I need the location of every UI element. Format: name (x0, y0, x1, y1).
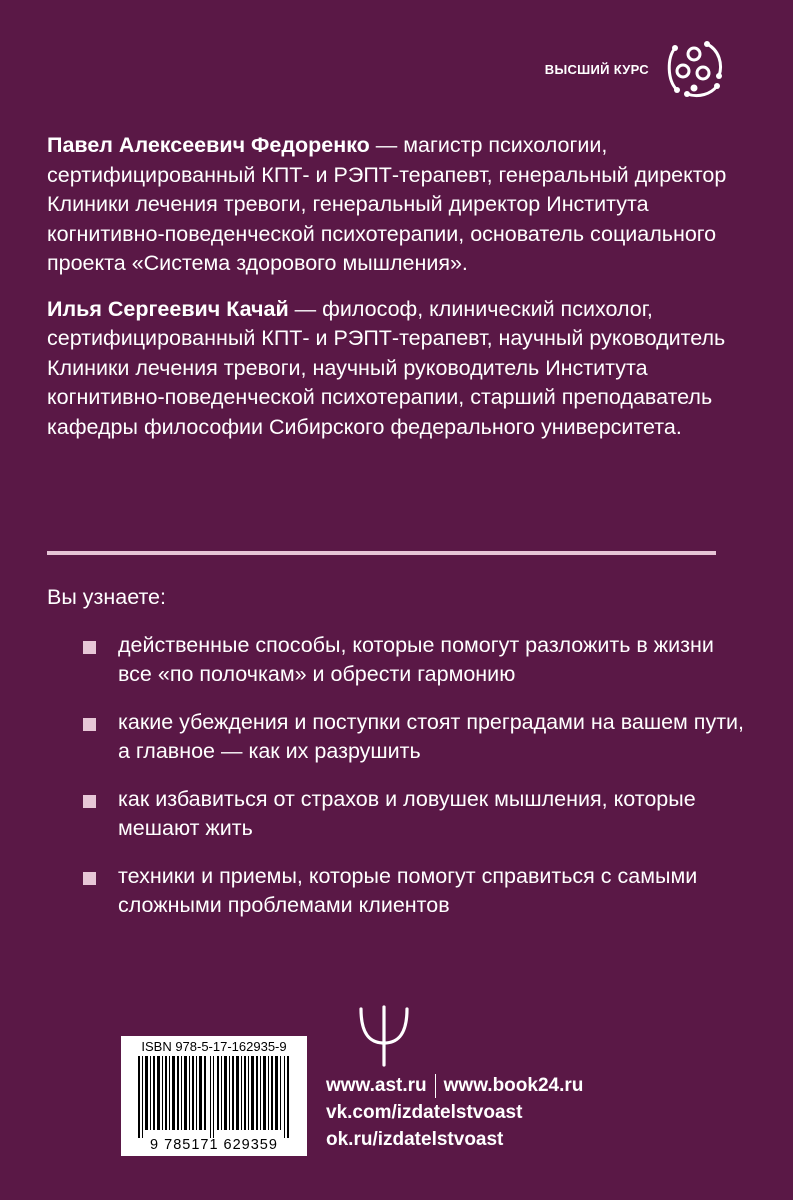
list-item (47, 708, 747, 767)
website-row (326, 1072, 583, 1099)
ok-link[interactable]: ok.ru/izdatelstvoast (326, 1129, 504, 1150)
author-bios (47, 131, 747, 458)
list-item (47, 631, 747, 690)
series-label: ВЫСШИЙ КУРС (544, 61, 649, 77)
link-separator (435, 1074, 436, 1098)
barcode-digits: 9 785171 629359 (150, 1137, 278, 1153)
series-badge (545, 38, 725, 100)
author-bio (47, 295, 747, 443)
learn-title: Вы узнаете: (47, 585, 166, 609)
website-link[interactable]: www.book24.ru (443, 1075, 584, 1096)
vk-link[interactable]: vk.com/izdatelstvoast (326, 1102, 523, 1123)
learn-section (47, 583, 747, 939)
author-description: — философ, клинический психолог, сертифицированный КПТ- и РЭПТ-терапевт, научный руководитель Клиники лечения тревоги, научный руководитель Института когнитивно-поведенческой психотерапии, старший преподаватель кафедры философии Сибирского федерального университета. (47, 296, 726, 439)
barcode-bars (134, 1056, 294, 1138)
list-item-text: действенные способы, которые помогут разложить в жизни все «по полочкам» и обрести гармонию (118, 632, 714, 686)
list-item (47, 785, 747, 844)
list-item (47, 862, 747, 921)
barcode (121, 1036, 307, 1156)
author-description: — магистр психологии, сертифицированный КПТ- и РЭПТ-терапевт, генеральный директор Клиники лечения тревоги, генеральный директор Института когнитивно-поведенческой психотерапии, основатель социального проекта «Система здорового мышления». (47, 133, 727, 275)
author-bio (47, 131, 747, 279)
psi-icon (355, 1003, 413, 1067)
connected-circles-icon (663, 38, 725, 100)
website-link[interactable]: www.ast.ru (326, 1075, 427, 1096)
list-item-text: техники и приемы, которые помогут справиться с самыми сложными проблемами клиентов (118, 863, 698, 917)
author-name: Павел Алексеевич Федоренко (47, 133, 370, 157)
square-bullet-icon (83, 641, 96, 654)
isbn-text: ISBN 978-5-17-162935-9 (141, 1039, 287, 1054)
square-bullet-icon (83, 718, 96, 731)
square-bullet-icon (83, 872, 96, 885)
learn-list (47, 631, 747, 921)
list-item-text: какие убеждения и поступки стоят преградами на вашем пути, а главное — как их разрушить (118, 709, 745, 763)
list-item-text: как избавиться от страхов и ловушек мышления, которые мешают жить (118, 786, 696, 840)
square-bullet-icon (83, 795, 96, 808)
author-name: Илья Сергеевич Качай (47, 296, 289, 321)
publisher-links (326, 1072, 583, 1153)
divider (47, 551, 716, 555)
publisher-logo (355, 1003, 413, 1072)
